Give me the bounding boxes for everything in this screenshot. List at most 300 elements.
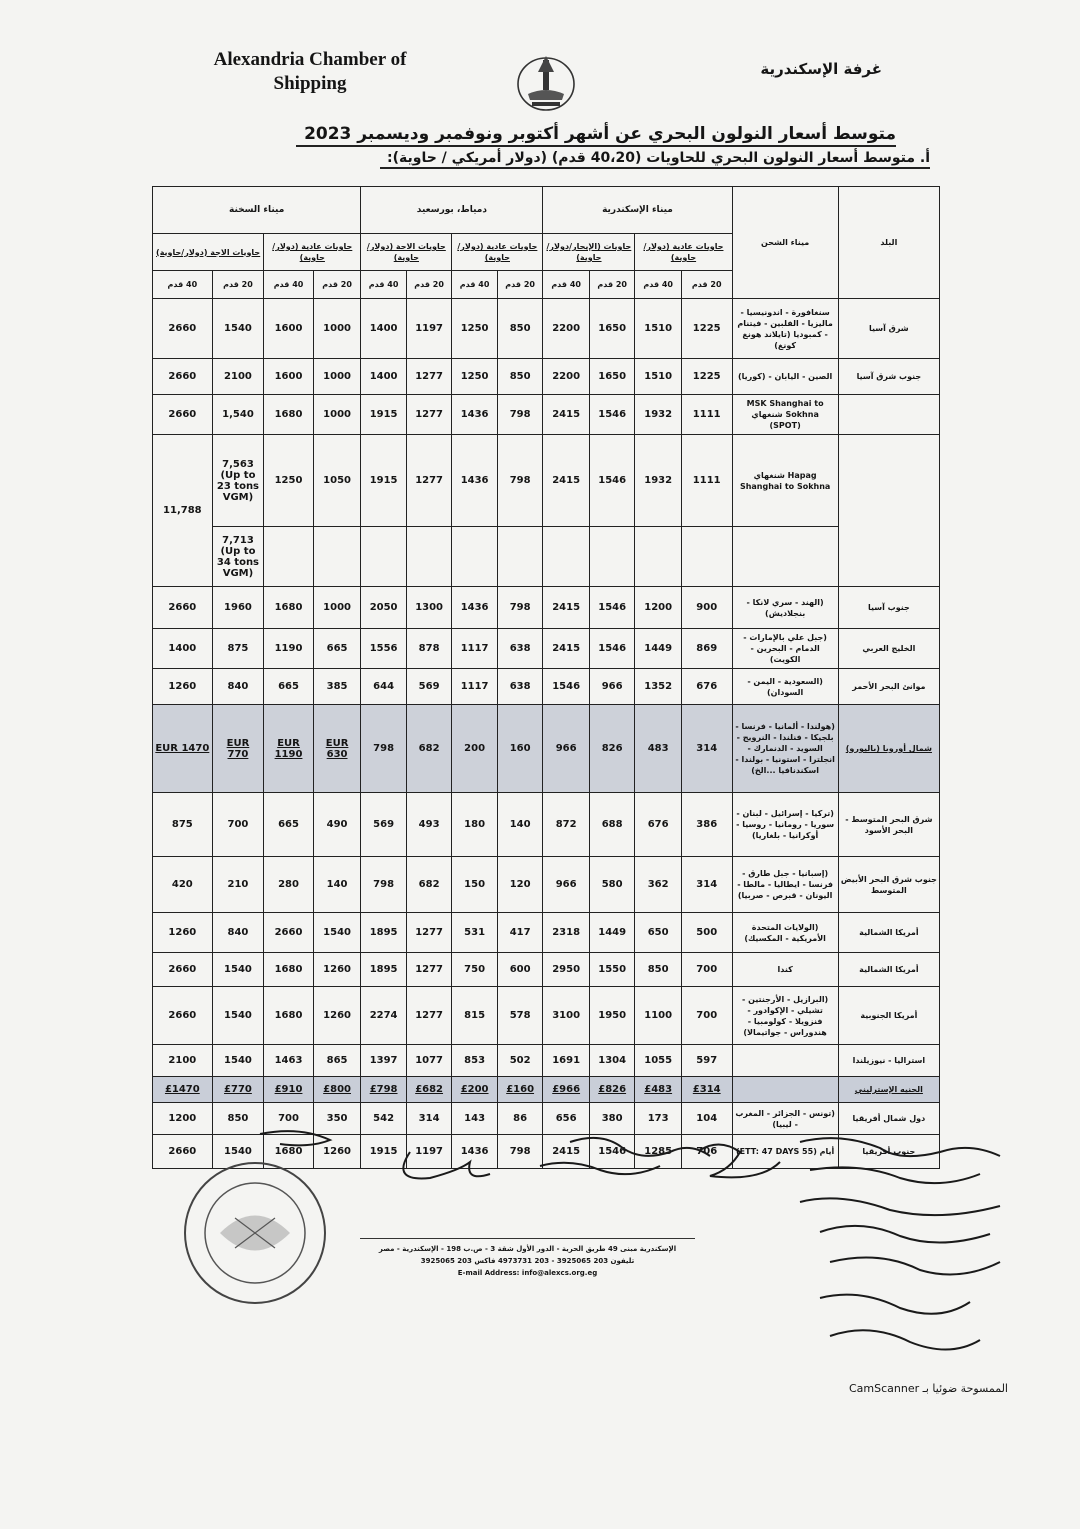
size-header-20: 20 قدم xyxy=(212,271,264,299)
table-row xyxy=(153,913,940,953)
table-cell: 1260 xyxy=(313,1135,361,1169)
camscanner-watermark: الممسوحة ضوئيا بـ CamScanner xyxy=(848,1382,1008,1395)
table-cell: 865 xyxy=(313,1045,361,1077)
table-cell: 798 xyxy=(497,395,543,435)
table-cell: 700 xyxy=(681,953,732,987)
table-cell: جنوب آسيا xyxy=(838,587,939,629)
table-cell: £910 xyxy=(264,1077,314,1103)
table-cell: 826 xyxy=(589,705,635,793)
table-cell: £160 xyxy=(497,1077,543,1103)
table-cell: أمريكا الشمالية xyxy=(838,953,939,987)
table-cell: 1111 xyxy=(681,435,732,527)
table-row xyxy=(153,359,940,395)
table-cell: 386 xyxy=(681,793,732,857)
table-cell: شرق البحر المتوسط - البحر الأسود xyxy=(838,793,939,857)
table-cell: 1546 xyxy=(589,1135,635,1169)
table-cell: موانئ البحر الأحمر xyxy=(838,669,939,705)
table-cell: 1111 xyxy=(681,395,732,435)
table-cell: 2415 xyxy=(543,435,590,527)
table-cell: 86 xyxy=(497,1103,543,1135)
table-cell: جنوب شرق البحر الأبيض المتوسط xyxy=(838,857,939,913)
table-cell: 1225 xyxy=(681,359,732,395)
size-header-20: 20 قدم xyxy=(681,271,732,299)
table-cell: 2274 xyxy=(361,987,407,1045)
size-header-20: 20 قدم xyxy=(589,271,635,299)
table-cell: 1960 xyxy=(212,587,264,629)
table-cell: 385 xyxy=(313,669,361,705)
table-cell: 1190 xyxy=(264,629,314,669)
table-cell: 2100 xyxy=(212,359,264,395)
container-type-header: حاويات عادية (دولار/حاوية) xyxy=(264,234,361,271)
table-cell: 798 xyxy=(497,435,543,527)
table-cell: 840 xyxy=(212,913,264,953)
table-cell: 1117 xyxy=(452,629,498,669)
table-cell: MSK Shanghai to Sokhna شنغهاي (SPOT) xyxy=(732,395,838,435)
table-cell: (إسبانيا - جبل طارق - فرنسا - ايطاليا - مالطا - اليونان - قبرص - صربيا) xyxy=(732,857,838,913)
table-row xyxy=(153,669,940,705)
table-cell: 2415 xyxy=(543,395,590,435)
table-cell: 150 xyxy=(452,857,498,913)
table-cell: 1,540 xyxy=(212,395,264,435)
page-title: متوسط أسعار النولون البحري عن أشهر أكتوبر ونوفمبر وديسمبر 2023 xyxy=(296,124,896,147)
table-cell: 875 xyxy=(153,793,213,857)
table-cell: 1277 xyxy=(406,913,452,953)
table-row xyxy=(153,705,940,793)
table-row xyxy=(153,953,940,987)
table-cell: 200 xyxy=(452,705,498,793)
table-cell: 1650 xyxy=(589,299,635,359)
table-cell: 1000 xyxy=(313,359,361,395)
table-cell: 2660 xyxy=(153,987,213,1045)
table-cell: 11,788 xyxy=(153,435,213,587)
container-type-header: حاويات عادية (دولار/حاوية) xyxy=(452,234,543,271)
table-cell: 180 xyxy=(452,793,498,857)
table-cell-empty xyxy=(732,527,838,587)
table-row xyxy=(153,1045,940,1077)
table-cell: شمال أوروبا (باليورو) xyxy=(838,705,939,793)
country-header: البلد xyxy=(838,187,939,299)
table-cell: 878 xyxy=(406,629,452,669)
table-cell-empty xyxy=(681,527,732,587)
table-cell: 665 xyxy=(264,669,314,705)
table-cell: 1200 xyxy=(635,587,682,629)
table-cell: 815 xyxy=(452,987,498,1045)
table-cell: 706 xyxy=(681,1135,732,1169)
table-cell: Hapag شنغهاي Shanghai to Sokhna xyxy=(732,435,838,527)
table-cell: 1000 xyxy=(313,299,361,359)
table-cell: 2415 xyxy=(543,587,590,629)
table-cell: £1470 xyxy=(153,1077,213,1103)
table-cell: 1449 xyxy=(589,913,635,953)
table-cell: 700 xyxy=(212,793,264,857)
table-cell-empty xyxy=(452,527,498,587)
table-cell: 1680 xyxy=(264,987,314,1045)
chamber-seal-icon xyxy=(180,1158,330,1308)
table-cell: 3100 xyxy=(543,987,590,1045)
table-row xyxy=(153,587,940,629)
table-cell: 1077 xyxy=(406,1045,452,1077)
table-cell: 1197 xyxy=(406,1135,452,1169)
table-row xyxy=(153,629,940,669)
table-cell: 798 xyxy=(497,587,543,629)
table-cell: £770 xyxy=(212,1077,264,1103)
table-row xyxy=(153,435,940,527)
table-cell: 1400 xyxy=(361,359,407,395)
table-cell: (الهند - سري لانكا - بنجلاديش) xyxy=(732,587,838,629)
table-cell: 120 xyxy=(497,857,543,913)
table-cell: £483 xyxy=(635,1077,682,1103)
table-cell: 1285 xyxy=(635,1135,682,1169)
table-cell: 350 xyxy=(313,1103,361,1135)
table-cell: 1915 xyxy=(361,1135,407,1169)
table-cell: 700 xyxy=(264,1103,314,1135)
port-header-damietta: دمياط، بورسعيد xyxy=(361,187,543,234)
address-line: الإسكندرية مبنى 49 طريق الحرية - الدور الأول شقة 3 - ص.ب 198 - الإسكندرية - مصر xyxy=(378,1245,677,1253)
table-cell: 966 xyxy=(543,857,590,913)
table-cell: 1277 xyxy=(406,435,452,527)
table-cell: 7,713 (Up to 34 tons VGM) xyxy=(212,527,264,587)
table-cell: 1000 xyxy=(313,395,361,435)
table-cell: 280 xyxy=(264,857,314,913)
table-cell: 656 xyxy=(543,1103,590,1135)
table-cell: 665 xyxy=(264,793,314,857)
table-cell xyxy=(838,395,939,435)
footer-address xyxy=(360,1238,695,1279)
container-type-header: حاويات عادية (دولار/حاوية) xyxy=(635,234,732,271)
table-cell: 1300 xyxy=(406,587,452,629)
size-header-40: 40 قدم xyxy=(635,271,682,299)
table-cell: 1600 xyxy=(264,359,314,395)
table-cell: 676 xyxy=(681,669,732,705)
table-cell: 872 xyxy=(543,793,590,857)
size-header-20: 20 قدم xyxy=(497,271,543,299)
table-cell: (هولندا - ألمانيا - فرنسا - بلجيكا - فنلندا - النرويج - السويد - الدنمارك - انجلترا - استونيا - بولندا - اسكندنافيا ...الخ) xyxy=(732,705,838,793)
table-cell: 104 xyxy=(681,1103,732,1135)
table-cell: 1277 xyxy=(406,953,452,987)
table-cell: 380 xyxy=(589,1103,635,1135)
table-cell: £966 xyxy=(543,1077,590,1103)
table-cell: 1436 xyxy=(452,435,498,527)
table-cell: 1540 xyxy=(212,953,264,987)
table-cell: 7,563 (Up to 23 tons VGM) xyxy=(212,435,264,527)
table-cell: 1540 xyxy=(212,1045,264,1077)
table-cell: سنغافورة - اندونيسيا - ماليزيا - الفلبين - فيتنام - كمبوديا (تايلاند هونغ كونغ) xyxy=(732,299,838,359)
table-cell: £800 xyxy=(313,1077,361,1103)
table-cell: 1950 xyxy=(589,987,635,1045)
table-cell: (البرازيل - الأرجنتين - تشيلي - الإكوادور - فنزويلا - كولومبيا - هندوراس - جواتيمالا) xyxy=(732,987,838,1045)
table-cell: 542 xyxy=(361,1103,407,1135)
table-cell: 638 xyxy=(497,629,543,669)
table-cell: كندا xyxy=(732,953,838,987)
table-cell: 1895 xyxy=(361,913,407,953)
table-cell: 569 xyxy=(406,669,452,705)
table-cell: 420 xyxy=(153,857,213,913)
table-cell: 644 xyxy=(361,669,407,705)
table-cell: 1436 xyxy=(452,1135,498,1169)
table-cell: الخليج العربي xyxy=(838,629,939,669)
table-cell: 1197 xyxy=(406,299,452,359)
table-cell: 1510 xyxy=(635,359,682,395)
table-cell: 1100 xyxy=(635,987,682,1045)
table-cell: 1225 xyxy=(681,299,732,359)
table-cell: 1260 xyxy=(153,913,213,953)
table-cell: جنوب شرق آسيا xyxy=(838,359,939,395)
table-cell: 1000 xyxy=(313,587,361,629)
size-header-40: 40 قدم xyxy=(543,271,590,299)
table-cell: 1680 xyxy=(264,395,314,435)
table-cell: (تركيا - إسرائيل - لبنان - سوريا - رومانيا - روسيا - أوكرانيا - بلغاريا) xyxy=(732,793,838,857)
table-cell: 2050 xyxy=(361,587,407,629)
table-cell: 850 xyxy=(497,359,543,395)
table-cell: 140 xyxy=(497,793,543,857)
table-cell: 2660 xyxy=(264,913,314,953)
table-cell: 1540 xyxy=(212,1135,264,1169)
table-cell: 1117 xyxy=(452,669,498,705)
table-cell: دول شمال أفريقيا xyxy=(838,1103,939,1135)
table-cell: 1650 xyxy=(589,359,635,395)
phones-line: تليفون 203 3925065 - 203 4973731 فاكس 203 3925065 xyxy=(420,1257,635,1265)
size-header-20: 20 قدم xyxy=(313,271,361,299)
table-cell: 580 xyxy=(589,857,635,913)
table-cell: 1400 xyxy=(361,299,407,359)
table-cell-empty xyxy=(313,527,361,587)
table-cell: 665 xyxy=(313,629,361,669)
table-cell xyxy=(732,1045,838,1077)
table-cell: (السعودية - اليمن - السودان) xyxy=(732,669,838,705)
size-header-20: 20 قدم xyxy=(406,271,452,299)
table-cell: 2415 xyxy=(543,629,590,669)
table-cell: 850 xyxy=(212,1103,264,1135)
table-cell: 1915 xyxy=(361,435,407,527)
table-cell: 2660 xyxy=(153,587,213,629)
table-cell: 850 xyxy=(497,299,543,359)
table-cell-empty xyxy=(361,527,407,587)
table-cell: 798 xyxy=(497,1135,543,1169)
table-cell: 597 xyxy=(681,1045,732,1077)
table-header-row xyxy=(153,187,940,234)
table-cell: 966 xyxy=(589,669,635,705)
table-cell: 1277 xyxy=(406,987,452,1045)
table-cell: 1546 xyxy=(589,629,635,669)
email-value: info@alexcs.org.eg xyxy=(521,1269,598,1277)
table-cell: 682 xyxy=(406,857,452,913)
table-cell: 2660 xyxy=(153,953,213,987)
table-cell: 1680 xyxy=(264,587,314,629)
table-cell: 1546 xyxy=(589,587,635,629)
email-line xyxy=(360,1267,695,1279)
table-cell: 160 xyxy=(497,705,543,793)
table-cell: 2660 xyxy=(153,359,213,395)
table-row xyxy=(153,1077,940,1103)
table-cell: 2415 xyxy=(543,1135,590,1169)
table-cell: 2100 xyxy=(153,1045,213,1077)
table-cell: 1200 xyxy=(153,1103,213,1135)
table-cell: £826 xyxy=(589,1077,635,1103)
table-cell: 1540 xyxy=(212,987,264,1045)
table-cell: (تونس - الجزائر - المغرب - ليبيا) xyxy=(732,1103,838,1135)
table-cell: 1540 xyxy=(212,299,264,359)
table-cell: 1680 xyxy=(264,1135,314,1169)
table-cell: 900 xyxy=(681,587,732,629)
table-cell: 1550 xyxy=(589,953,635,987)
table-cell: 750 xyxy=(452,953,498,987)
table-cell: 1932 xyxy=(635,395,682,435)
table-cell: 1277 xyxy=(406,395,452,435)
table-cell: شرق آسيا xyxy=(838,299,939,359)
table-cell xyxy=(838,435,939,587)
table-row xyxy=(153,987,940,1045)
table-cell: 1895 xyxy=(361,953,407,987)
table-cell: 1510 xyxy=(635,299,682,359)
table-cell: 493 xyxy=(406,793,452,857)
table-cell: £314 xyxy=(681,1077,732,1103)
table-cell: 1260 xyxy=(153,669,213,705)
table-cell: 500 xyxy=(681,913,732,953)
org-name-ar: غرفة الإسكندرية xyxy=(760,60,882,78)
table-cell: 1250 xyxy=(264,435,314,527)
table-cell: 1436 xyxy=(452,395,498,435)
port-header-alexandria: ميناء الإسكندرية xyxy=(543,187,732,234)
table-cell: 798 xyxy=(361,705,407,793)
table-cell: 314 xyxy=(681,857,732,913)
table-cell: 676 xyxy=(635,793,682,857)
table-cell: £200 xyxy=(452,1077,498,1103)
table-cell: 314 xyxy=(681,705,732,793)
table-cell-empty xyxy=(635,527,682,587)
table-cell: 2660 xyxy=(153,1135,213,1169)
table-cell: 502 xyxy=(497,1045,543,1077)
table-cell: 798 xyxy=(361,857,407,913)
table-cell-empty xyxy=(589,527,635,587)
table-cell: 650 xyxy=(635,913,682,953)
container-type-header: حاويات (الإيجار/دولار/حاوية) xyxy=(543,234,635,271)
email-label: E-mail Address: xyxy=(457,1269,520,1277)
table-cell: EUR 630 xyxy=(313,705,361,793)
table-cell: 2318 xyxy=(543,913,590,953)
table-cell: 1932 xyxy=(635,435,682,527)
table-cell: 1397 xyxy=(361,1045,407,1077)
table-cell: 1277 xyxy=(406,359,452,395)
table-cell-empty xyxy=(264,527,314,587)
table-cell: EUR 770 xyxy=(212,705,264,793)
table-cell: 2950 xyxy=(543,953,590,987)
table-cell: £682 xyxy=(406,1077,452,1103)
table-cell: 1449 xyxy=(635,629,682,669)
table-cell: 682 xyxy=(406,705,452,793)
table-cell: 1556 xyxy=(361,629,407,669)
table-row xyxy=(153,857,940,913)
table-cell: 1600 xyxy=(264,299,314,359)
container-type-header: حاويات الاجة (دولار/حاوية) xyxy=(153,234,264,271)
table-cell: 1436 xyxy=(452,587,498,629)
table-cell: 2660 xyxy=(153,395,213,435)
table-cell: 140 xyxy=(313,857,361,913)
container-type-header: حاويات الاجة (دولار/حاوية) xyxy=(361,234,452,271)
table-cell: 840 xyxy=(212,669,264,705)
table-row xyxy=(153,299,940,359)
table-cell: 850 xyxy=(635,953,682,987)
table-cell: 1260 xyxy=(313,987,361,1045)
table-cell: 1540 xyxy=(313,913,361,953)
table-cell: 853 xyxy=(452,1045,498,1077)
table-cell: 2660 xyxy=(153,299,213,359)
table-cell: EUR 1470 xyxy=(153,705,213,793)
table-cell: 1915 xyxy=(361,395,407,435)
table-cell: 1050 xyxy=(313,435,361,527)
table-cell: 210 xyxy=(212,857,264,913)
port-header-sokhna: ميناء السخنة xyxy=(153,187,361,234)
table-cell: 1304 xyxy=(589,1045,635,1077)
table-row xyxy=(153,527,940,587)
table-cell-empty xyxy=(543,527,590,587)
chamber-logo-icon xyxy=(514,50,578,116)
table-cell: 600 xyxy=(497,953,543,987)
table-cell: 1691 xyxy=(543,1045,590,1077)
loading-port-header: ميناء الشحن xyxy=(732,187,838,299)
table-cell: 1250 xyxy=(452,359,498,395)
table-cell: 1352 xyxy=(635,669,682,705)
table-cell: 483 xyxy=(635,705,682,793)
table-cell-empty xyxy=(406,527,452,587)
table-cell: 1546 xyxy=(589,435,635,527)
table-cell: 1463 xyxy=(264,1045,314,1077)
table-row xyxy=(153,395,940,435)
table-cell: 2200 xyxy=(543,299,590,359)
table-cell: 966 xyxy=(543,705,590,793)
table-cell: 569 xyxy=(361,793,407,857)
table-cell: استراليا - نيوزيلندا xyxy=(838,1045,939,1077)
table-cell: 314 xyxy=(406,1103,452,1135)
table-cell: الصين - اليابان - (كوريا) xyxy=(732,359,838,395)
org-name-en: Alexandria Chamber of Shipping xyxy=(213,49,407,94)
table-cell: 2200 xyxy=(543,359,590,395)
table-cell: الجنيه الإسترليني xyxy=(838,1077,939,1103)
table-cell-empty xyxy=(497,527,543,587)
table-cell: 173 xyxy=(635,1103,682,1135)
table-cell: (جبل علي بالإمارات - الدمام - البحرين - الكويت) xyxy=(732,629,838,669)
size-header-40: 40 قدم xyxy=(153,271,213,299)
table-cell: 688 xyxy=(589,793,635,857)
table-cell: جنوب أفريقيا xyxy=(838,1135,939,1169)
table-cell: أيام (ETT: 47 DAYS 55) xyxy=(732,1135,838,1169)
table-cell: 143 xyxy=(452,1103,498,1135)
table-cell: (الولايات المتحدة الأمريكية - المكسيك) xyxy=(732,913,838,953)
table-cell: 1546 xyxy=(543,669,590,705)
size-header-40: 40 قدم xyxy=(264,271,314,299)
size-header-40: 40 قدم xyxy=(452,271,498,299)
table-row xyxy=(153,793,940,857)
table-cell: 531 xyxy=(452,913,498,953)
table-cell: 578 xyxy=(497,987,543,1045)
page-subtitle: أ. متوسط أسعار النولون البحري للحاويات (40،20 قدم) (دولار أمريكي / حاوية): xyxy=(380,150,930,169)
table-cell: 490 xyxy=(313,793,361,857)
table-cell xyxy=(732,1077,838,1103)
table-cell: 417 xyxy=(497,913,543,953)
table-cell: 1055 xyxy=(635,1045,682,1077)
table-cell: 1546 xyxy=(589,395,635,435)
table-cell: أمريكا الجنوبية xyxy=(838,987,939,1045)
freight-rates-table xyxy=(152,186,940,1169)
size-header-40: 40 قدم xyxy=(361,271,407,299)
table-cell: £798 xyxy=(361,1077,407,1103)
table-cell: أمريكا الشمالية xyxy=(838,913,939,953)
table-cell: 362 xyxy=(635,857,682,913)
table-cell: 1260 xyxy=(313,953,361,987)
table-cell: 1680 xyxy=(264,953,314,987)
table-cell: EUR 1190 xyxy=(264,705,314,793)
table-cell: 875 xyxy=(212,629,264,669)
table-cell: 700 xyxy=(681,987,732,1045)
